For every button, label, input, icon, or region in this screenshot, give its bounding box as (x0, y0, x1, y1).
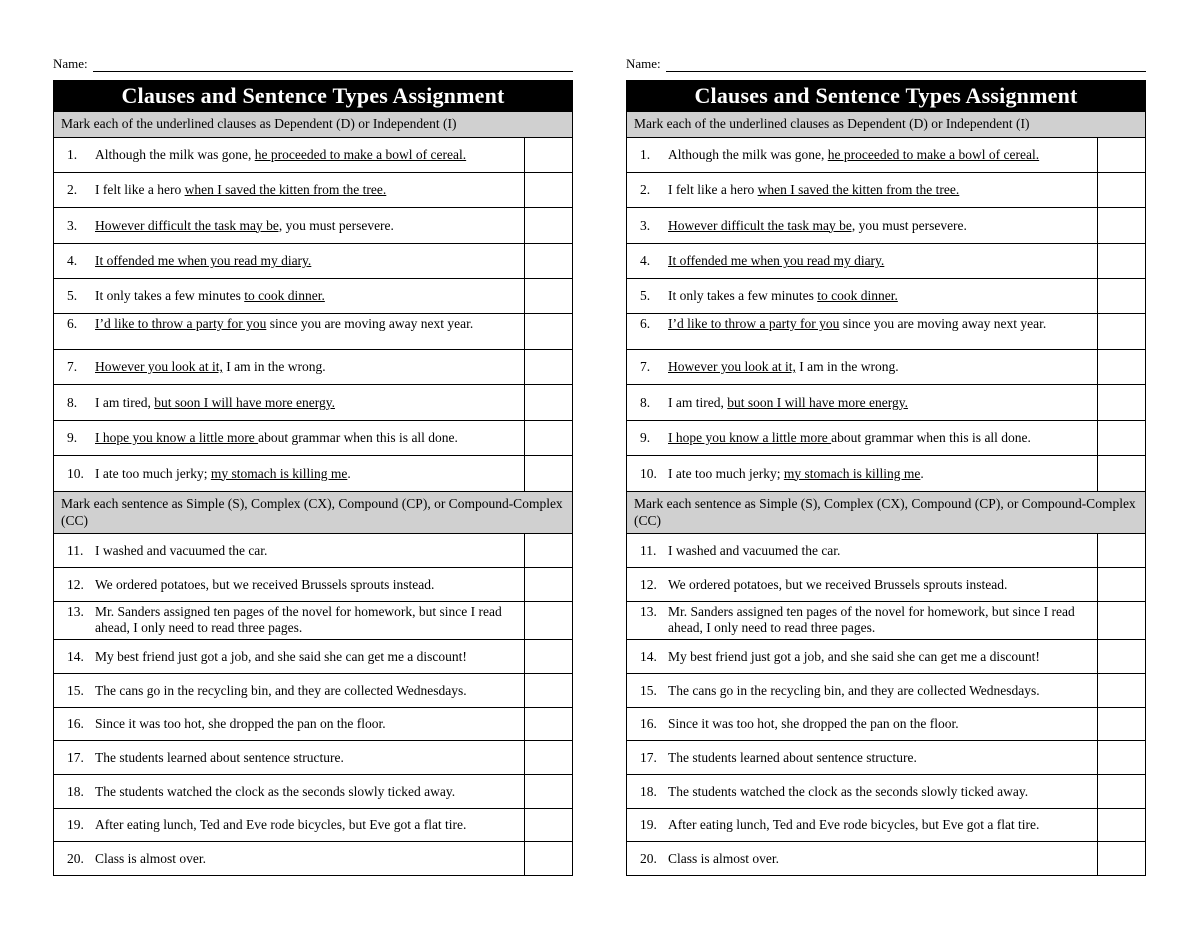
sentence-part: about grammar when this is all done. (831, 430, 1031, 445)
question-text (627, 674, 1097, 707)
sentence-part: I felt like a hero (668, 182, 758, 197)
question-sentence (95, 395, 518, 411)
sentence-part: . (920, 465, 924, 481)
answer-box[interactable] (1097, 568, 1145, 601)
answer-box[interactable] (1097, 456, 1145, 491)
question-number: 11. (67, 542, 84, 558)
question-row (54, 774, 572, 808)
question-sentence (668, 147, 1091, 163)
question-sentence (95, 316, 518, 332)
question-sentence: We ordered potatoes, but we received Brussels sprouts instead. (668, 576, 1008, 592)
name-field[interactable] (666, 57, 1146, 72)
question-number: 14. (67, 648, 84, 664)
question-number: 10. (640, 465, 657, 481)
underlined-clause: However difficult the task may be, (668, 217, 856, 233)
worksheet-right (626, 54, 1146, 876)
question-row (627, 808, 1145, 841)
question-row (627, 384, 1145, 420)
question-sentence: My best friend just got a job, and she said she can get me a discount! (668, 648, 1040, 664)
answer-box[interactable] (1097, 173, 1145, 207)
question-row (627, 313, 1145, 349)
question-text (627, 244, 1097, 278)
question-text (627, 775, 1097, 808)
question-sentence: Since it was too hot, she dropped the pan on the floor. (95, 716, 386, 731)
underlined-clause: However you look at it, (668, 359, 796, 374)
question-sentence (668, 182, 1091, 198)
question-number: 16. (640, 716, 657, 731)
question-row (54, 243, 572, 278)
question-row (627, 420, 1145, 455)
question-text (627, 138, 1097, 172)
name-label: Name: (626, 56, 661, 71)
underlined-clause: However you look at it, (95, 359, 223, 374)
question-sentence: I washed and vacuumed the car. (95, 542, 268, 558)
question-sentence (668, 218, 1091, 234)
question-sentence: After eating lunch, Ted and Eve rode bicycles, but Eve got a flat tire. (95, 817, 467, 832)
answer-box[interactable] (524, 208, 572, 243)
question-number: 6. (67, 316, 78, 331)
question-row (627, 567, 1145, 601)
question-text (627, 534, 1097, 567)
question-sentence: After eating lunch, Ted and Eve rode bicycles, but Eve got a flat tire. (668, 817, 1040, 832)
question-text (627, 568, 1097, 601)
name-row (626, 54, 1146, 72)
underlined-clause: to cook dinner. (244, 288, 325, 303)
answer-box[interactable] (1097, 674, 1145, 707)
question-row (627, 841, 1145, 875)
answer-box[interactable] (524, 775, 572, 808)
question-row (54, 349, 572, 384)
underlined-clause: he proceeded to make a bowl of cereal. (827, 147, 1040, 162)
answer-box[interactable] (524, 640, 572, 673)
sentence-part: I am in the wrong. (795, 359, 899, 374)
question-number: 2. (640, 182, 651, 197)
question-number: 8. (640, 394, 651, 410)
question-text (627, 350, 1097, 384)
question-number: 14. (640, 648, 657, 664)
question-number: 4. (67, 253, 78, 268)
question-sentence: Mr. Sanders assigned ten pages of the novel for homework, but since I read ahead, I only need to read three pages. (668, 604, 1075, 635)
underlined-clause: I’d like to throw a party for you (95, 316, 267, 331)
underlined-clause: However difficult the task may be, (95, 217, 283, 233)
question-number: 6. (640, 316, 651, 331)
question-text (627, 314, 1097, 349)
question-number: 2. (67, 182, 78, 197)
question-text (627, 385, 1097, 420)
question-text (54, 385, 524, 420)
answer-box[interactable] (524, 138, 572, 172)
question-sentence (95, 218, 518, 234)
question-row (627, 639, 1145, 673)
question-text (54, 456, 524, 491)
sentence-part: you must persevere. (855, 217, 967, 233)
sentence-part: It only takes a few minutes (668, 288, 818, 303)
question-row (627, 774, 1145, 808)
question-number: 13. (67, 604, 84, 619)
section-instruction: Mark each sentence as Simple (S), Complex (CX), Compound (CP), or Compound-Complex (CC) (54, 491, 572, 533)
question-sentence (668, 359, 1091, 375)
answer-box[interactable] (1097, 775, 1145, 808)
question-row (54, 137, 572, 172)
question-number: 8. (67, 394, 78, 410)
answer-box[interactable] (524, 741, 572, 774)
answer-box[interactable] (524, 456, 572, 491)
underlined-clause: my stomach is killing me (783, 465, 921, 481)
answer-box[interactable] (1097, 350, 1145, 384)
underlined-clause: when I saved the kitten from the tree. (184, 182, 387, 197)
answer-box[interactable] (524, 421, 572, 455)
underlined-clause: It offended me when you read my diary. (95, 253, 312, 268)
question-row (54, 740, 572, 774)
question-text (54, 741, 524, 774)
answer-box[interactable] (524, 279, 572, 313)
question-sentence (95, 288, 518, 304)
question-text (627, 173, 1097, 207)
answer-box[interactable] (1097, 741, 1145, 774)
answer-box[interactable] (1097, 602, 1145, 639)
question-text (54, 314, 524, 349)
underlined-clause: when I saved the kitten from the tree. (757, 182, 960, 197)
answer-box[interactable] (524, 385, 572, 420)
question-row (54, 601, 572, 639)
answer-box[interactable] (524, 350, 572, 384)
question-row (627, 137, 1145, 172)
answer-box[interactable] (524, 674, 572, 707)
answer-box[interactable] (1097, 534, 1145, 567)
question-number: 11. (640, 542, 657, 558)
question-text (627, 741, 1097, 774)
question-row (54, 808, 572, 841)
question-text (54, 173, 524, 207)
question-text (627, 602, 1097, 639)
answer-box[interactable] (524, 568, 572, 601)
sentence-part: about grammar when this is all done. (258, 430, 458, 445)
question-text (627, 809, 1097, 841)
question-number: 20. (67, 850, 84, 866)
sentence-part: Although the milk was gone, (668, 147, 828, 162)
question-sentence: The students watched the clock as the seconds slowly ticked away. (95, 783, 456, 799)
question-sentence (668, 430, 1091, 446)
underlined-clause: but soon I will have more energy. (727, 394, 908, 410)
question-row (54, 841, 572, 875)
answer-box[interactable] (524, 708, 572, 740)
question-number: 15. (67, 682, 84, 698)
question-number: 3. (67, 217, 78, 233)
question-row (54, 384, 572, 420)
question-number: 7. (640, 359, 651, 374)
sentence-part: I am tired, (668, 394, 728, 410)
sentence-part: since you are moving away next year. (839, 316, 1047, 331)
question-row (627, 455, 1145, 491)
question-sentence (668, 288, 1091, 304)
question-sentence (668, 316, 1091, 332)
sentence-part: I felt like a hero (95, 182, 185, 197)
question-text (54, 708, 524, 740)
question-sentence: Mr. Sanders assigned ten pages of the novel for homework, but since I read ahead, I only need to read three pages. (95, 604, 502, 635)
answer-box[interactable] (1097, 809, 1145, 841)
answer-box[interactable] (524, 244, 572, 278)
question-text (54, 775, 524, 808)
answer-box[interactable] (524, 842, 572, 875)
question-text (54, 534, 524, 567)
question-number: 17. (67, 749, 84, 765)
question-sentence (668, 466, 1091, 482)
question-number: 7. (67, 359, 78, 374)
question-number: 19. (67, 817, 84, 832)
underlined-clause: It offended me when you read my diary. (668, 253, 885, 268)
question-row (54, 455, 572, 491)
question-text (54, 640, 524, 673)
question-row (627, 707, 1145, 740)
question-row (54, 707, 572, 740)
question-text (54, 568, 524, 601)
question-row (627, 601, 1145, 639)
section-instruction: Mark each of the underlined clauses as Dependent (D) or Independent (I) (627, 111, 1145, 137)
question-sentence (95, 253, 518, 269)
question-sentence: Class is almost over. (668, 850, 779, 866)
question-sentence (95, 466, 518, 482)
question-text (54, 244, 524, 278)
sentence-part: . (347, 465, 351, 481)
question-text (627, 421, 1097, 455)
question-row (627, 349, 1145, 384)
question-text (54, 208, 524, 243)
question-sentence (95, 359, 518, 375)
question-text (54, 138, 524, 172)
sentence-part: It only takes a few minutes (95, 288, 245, 303)
sentence-part: since you are moving away next year. (266, 316, 474, 331)
worksheet-title: Clauses and Sentence Types Assignment (627, 81, 1145, 111)
underlined-clause: he proceeded to make a bowl of cereal. (254, 147, 467, 162)
question-row (627, 673, 1145, 707)
answer-box[interactable] (524, 173, 572, 207)
question-number: 9. (67, 430, 78, 445)
answer-box[interactable] (1097, 842, 1145, 875)
question-row (627, 740, 1145, 774)
question-text (54, 279, 524, 313)
answer-box[interactable] (1097, 244, 1145, 278)
question-number: 12. (67, 576, 84, 592)
question-row (54, 567, 572, 601)
question-number: 18. (640, 783, 657, 799)
sentence-part: I ate too much jerky; (95, 465, 211, 481)
question-sentence (95, 147, 518, 163)
sentence-part: Although the milk was gone, (95, 147, 255, 162)
question-sentence (668, 253, 1091, 269)
underlined-clause: I hope you know a little more (668, 430, 832, 445)
worksheet-title: Clauses and Sentence Types Assignment (54, 81, 572, 111)
question-number: 12. (640, 576, 657, 592)
answer-box[interactable] (524, 534, 572, 567)
underlined-clause: but soon I will have more energy. (154, 394, 335, 410)
name-label: Name: (53, 56, 88, 71)
question-text (54, 809, 524, 841)
question-sentence (95, 182, 518, 198)
question-sentence: We ordered potatoes, but we received Brussels sprouts instead. (95, 576, 435, 592)
question-row (627, 243, 1145, 278)
question-text (627, 708, 1097, 740)
question-text (627, 640, 1097, 673)
question-row (54, 533, 572, 567)
question-text (54, 674, 524, 707)
question-number: 13. (640, 604, 657, 619)
question-sentence: The cans go in the recycling bin, and they are collected Wednesdays. (95, 682, 467, 698)
question-sentence (668, 395, 1091, 411)
question-number: 17. (640, 749, 657, 765)
question-row (54, 673, 572, 707)
question-number: 5. (67, 288, 78, 303)
question-row (54, 172, 572, 207)
answer-box[interactable] (524, 809, 572, 841)
question-number: 15. (640, 682, 657, 698)
question-number: 19. (640, 817, 657, 832)
answer-box[interactable] (1097, 314, 1145, 349)
question-sentence: Since it was too hot, she dropped the pan on the floor. (668, 716, 959, 731)
question-row (627, 278, 1145, 313)
underlined-clause: my stomach is killing me (210, 465, 348, 481)
question-sentence: The students learned about sentence structure. (95, 749, 344, 765)
question-row (54, 278, 572, 313)
worksheet-table (626, 80, 1146, 876)
answer-box[interactable] (524, 602, 572, 639)
question-number: 3. (640, 217, 651, 233)
question-text (54, 421, 524, 455)
question-text (627, 279, 1097, 313)
sentence-part: I am in the wrong. (222, 359, 326, 374)
answer-box[interactable] (1097, 385, 1145, 420)
question-number: 16. (67, 716, 84, 731)
question-text (54, 350, 524, 384)
sentence-part: you must persevere. (282, 217, 394, 233)
question-row (54, 207, 572, 243)
question-sentence: My best friend just got a job, and she said she can get me a discount! (95, 648, 467, 664)
question-sentence: Class is almost over. (95, 850, 206, 866)
question-sentence (95, 430, 518, 446)
answer-box[interactable] (1097, 138, 1145, 172)
question-number: 1. (640, 147, 651, 162)
question-sentence: I washed and vacuumed the car. (668, 542, 841, 558)
answer-box[interactable] (1097, 708, 1145, 740)
question-number: 5. (640, 288, 651, 303)
section-instruction: Mark each of the underlined clauses as Dependent (D) or Independent (I) (54, 111, 572, 137)
question-number: 10. (67, 465, 84, 481)
question-sentence: The students watched the clock as the seconds slowly ticked away. (668, 783, 1029, 799)
question-number: 20. (640, 850, 657, 866)
question-text (627, 456, 1097, 491)
answer-box[interactable] (524, 314, 572, 349)
question-number: 1. (67, 147, 78, 162)
answer-box[interactable] (1097, 640, 1145, 673)
question-number: 9. (640, 430, 651, 445)
worksheet-left (53, 54, 573, 876)
name-row (53, 54, 573, 72)
sentence-part: I am tired, (95, 394, 155, 410)
question-number: 4. (640, 253, 651, 268)
question-text (54, 842, 524, 875)
question-row (54, 313, 572, 349)
name-field[interactable] (93, 57, 573, 72)
question-text (54, 602, 524, 639)
section-instruction: Mark each sentence as Simple (S), Complex (CX), Compound (CP), or Compound-Complex (CC) (627, 491, 1145, 533)
answer-box[interactable] (1097, 208, 1145, 243)
question-text (627, 208, 1097, 243)
underlined-clause: I’d like to throw a party for you (668, 316, 840, 331)
worksheet-table (53, 80, 573, 876)
answer-box[interactable] (1097, 279, 1145, 313)
question-row (627, 533, 1145, 567)
question-sentence: The cans go in the recycling bin, and they are collected Wednesdays. (668, 682, 1040, 698)
question-row (54, 420, 572, 455)
question-row (54, 639, 572, 673)
question-sentence: The students learned about sentence structure. (668, 749, 917, 765)
question-number: 18. (67, 783, 84, 799)
question-row (627, 172, 1145, 207)
underlined-clause: to cook dinner. (817, 288, 898, 303)
answer-box[interactable] (1097, 421, 1145, 455)
question-row (627, 207, 1145, 243)
underlined-clause: I hope you know a little more (95, 430, 259, 445)
question-text (627, 842, 1097, 875)
sentence-part: I ate too much jerky; (668, 465, 784, 481)
